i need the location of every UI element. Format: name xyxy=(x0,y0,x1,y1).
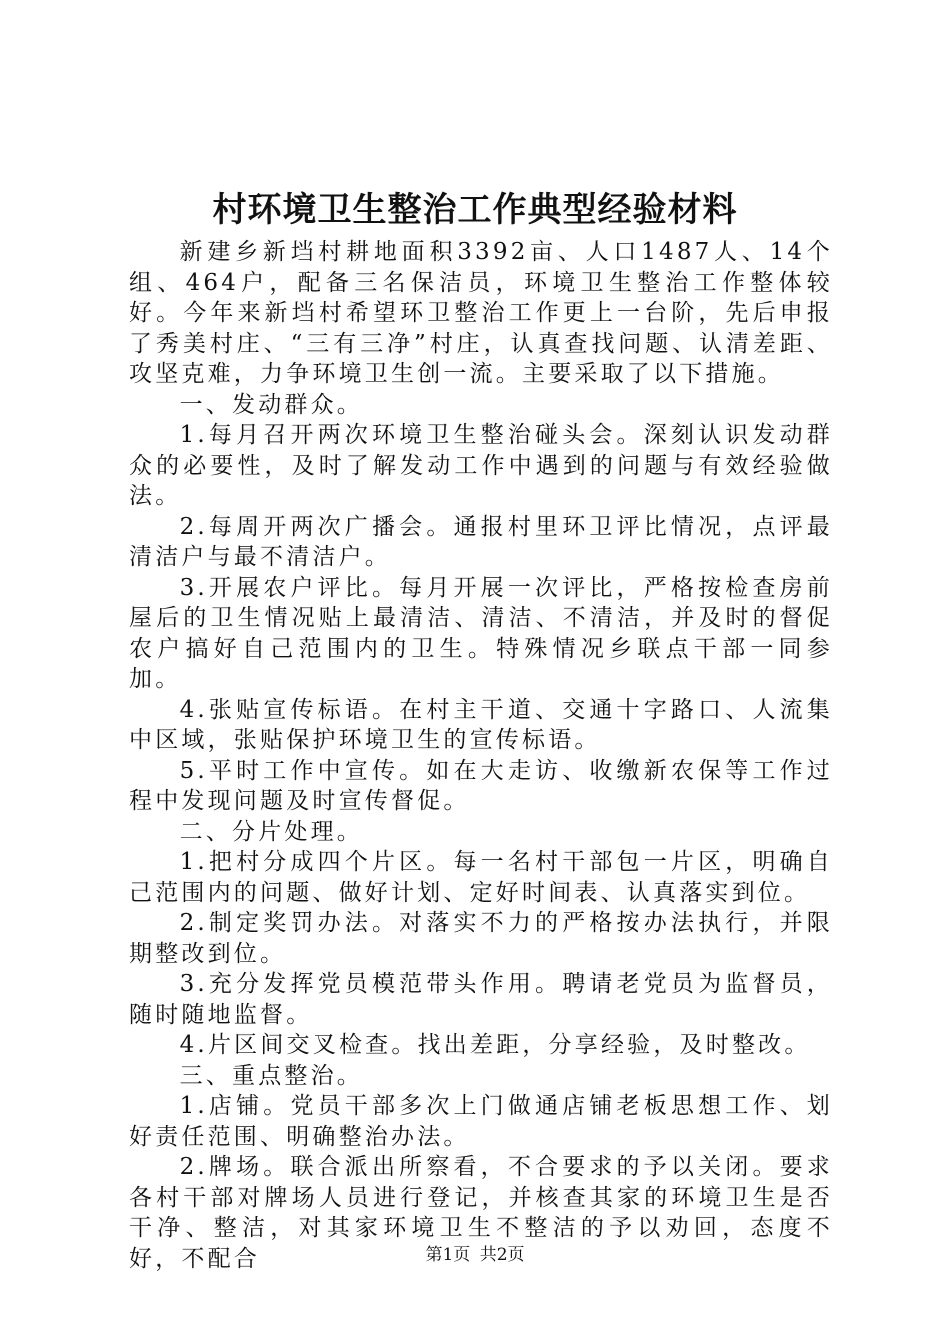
document-body xyxy=(129,237,833,1274)
page-footer xyxy=(0,1244,950,1266)
page-number: 第1页 xyxy=(425,1245,471,1265)
section-heading-2: 二、分片处理。 xyxy=(179,818,363,845)
paragraph: 1.把村分成四个片区。每一名村干部包一片区，明确自己范围内的问题、做好计划、定好时间表、认真落实到位。 xyxy=(129,849,833,906)
page-total: 共2页 xyxy=(479,1245,525,1265)
paragraph: 2.牌场。联合派出所察看，不合要求的予以关闭。要求各村干部对牌场人员进行登记，并核查其家的环境卫生是否干净、整洁，对其家环境卫生不整洁的予以劝回，态度不好，不配合 xyxy=(129,1154,833,1272)
paragraph-intro: 新建乡新垱村耕地面积3392亩、人口1487人、14个组、464户，配备三名保洁员，环境卫生整治工作整体较好。今年来新垱村希望环卫整治工作更上一台阶，先后申报了秀美村庄、“三有三净”村庄，认真查找问题、认清差距、攻坚克难，力争环境卫生创一流。主要采取了以下措施。 xyxy=(129,239,833,387)
paragraph: 2.制定奖罚办法。对落实不力的严格按办法执行，并限期整改到位。 xyxy=(129,910,833,967)
paragraph: 4.张贴宣传标语。在村主干道、交通十字路口、人流集中区域，张贴保护环境卫生的宣传标语。 xyxy=(129,696,833,753)
paragraph: 1.店铺。党员干部多次上门做通店铺老板思想工作、划好责任范围、明确整治办法。 xyxy=(129,1093,833,1150)
paragraph: 5.平时工作中宣传。如在大走访、收缴新农保等工作过程中发现问题及时宣传督促。 xyxy=(129,757,833,814)
paragraph: 3.充分发挥党员模范带头作用。聘请老党员为监督员，随时随地监督。 xyxy=(129,971,833,1028)
paragraph: 2.每周开两次广播会。通报村里环卫评比情况，点评最清洁户与最不清洁户。 xyxy=(129,513,833,570)
paragraph: 1.每月召开两次环境卫生整治碰头会。深刻认识发动群众的必要性，及时了解发动工作中遇到的问题与有效经验做法。 xyxy=(129,422,833,509)
paragraph: 3.开展农户评比。每月开展一次评比，严格按检查房前屋后的卫生情况贴上最清洁、清洁、不清洁，并及时的督促农户搞好自己范围内的卫生。特殊情况乡联点干部一同参加。 xyxy=(129,574,833,692)
section-heading-1: 一、发动群众。 xyxy=(179,391,363,418)
paragraph: 4.片区间交叉检查。找出差距，分享经验，及时整改。 xyxy=(179,1032,811,1058)
section-heading-3: 三、重点整治。 xyxy=(179,1062,363,1089)
document-title: 村环境卫生整治工作典型经验材料 xyxy=(212,190,738,230)
